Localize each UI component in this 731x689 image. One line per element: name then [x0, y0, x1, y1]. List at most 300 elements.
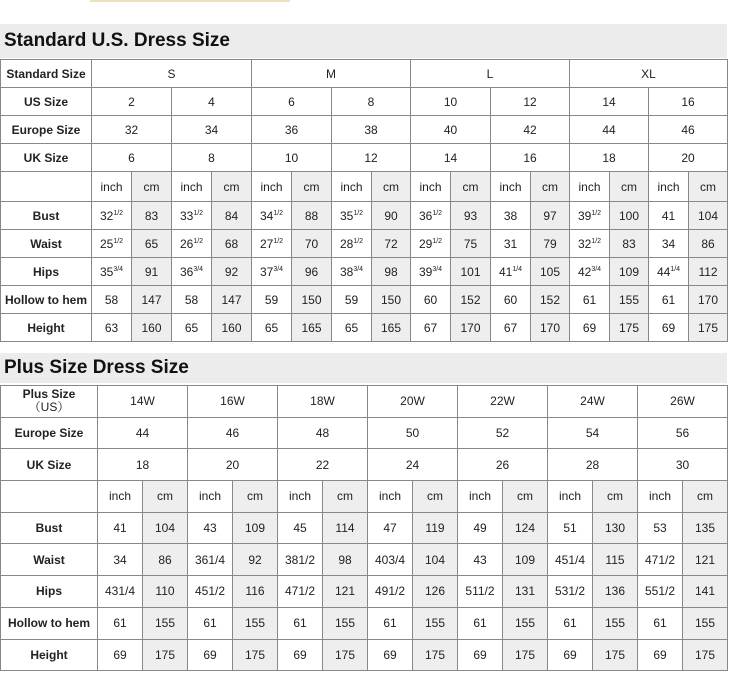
plus-uk-size-cell: 30 [638, 449, 728, 481]
inch-fraction: 1/2 [432, 209, 443, 217]
waist-cm-cell: 86 [689, 230, 728, 258]
waist-cm-cell: 79 [531, 230, 570, 258]
plus-hollow-to-hem-inch-cell: 61 [458, 607, 503, 639]
height-inch-cell [491, 314, 531, 342]
plus-hips-cm-cell: 121 [323, 576, 368, 608]
plus-height-cm-cell: 175 [143, 639, 188, 671]
plus-unit-cm-header: cm [143, 481, 188, 513]
bust-inch-cell [491, 202, 531, 230]
hollow-to-hem-row [1, 286, 728, 314]
europe-size-cell: 34 [172, 116, 252, 144]
bust-inch-cell [252, 202, 292, 230]
unit-inch-header: inch [649, 172, 689, 202]
waist-cm-cell: 70 [292, 230, 332, 258]
height-inch-cell [411, 314, 451, 342]
height-inch-cell [92, 314, 132, 342]
plus-hollow-to-hem-cm-cell: 155 [593, 607, 638, 639]
plus-waist-label: Waist [1, 544, 98, 576]
plus-hollow-to-hem-inch-cell: 61 [278, 607, 323, 639]
plus-hips-label: Hips [1, 576, 98, 608]
inch-fraction: 1/2 [591, 209, 602, 217]
us-size-label: US Size [1, 88, 92, 116]
size-group-m: M [252, 60, 411, 88]
plus-hips-cm-cell: 110 [143, 576, 188, 608]
uk-size-cell: 14 [411, 144, 491, 172]
europe-size-label: Europe Size [1, 116, 92, 144]
plus-hips-inch-cell: 431/4 [98, 576, 143, 608]
plus-unit-header-row [1, 481, 728, 513]
bust-inch-cell [172, 202, 212, 230]
plus-unit-cm-header: cm [233, 481, 278, 513]
plus-unit-header-blank [1, 481, 98, 513]
inch-value: 31 [503, 236, 518, 251]
inch-value: 34 [661, 236, 676, 251]
inch-fraction: 3/4 [273, 265, 284, 273]
plus-hollow-to-hem-cm-cell: 155 [413, 607, 458, 639]
waist-inch-cell [491, 230, 531, 258]
plus-unit-inch-header: inch [278, 481, 323, 513]
plus-height-inch-cell: 69 [368, 639, 413, 671]
hips-cm-cell: 105 [531, 258, 570, 286]
plus-hollow-to-hem-inch-cell: 61 [638, 607, 683, 639]
unit-inch-header: inch [491, 172, 531, 202]
height-inch-cell [172, 314, 212, 342]
plus-waist-cm-cell: 98 [323, 544, 368, 576]
height-cm-cell: 165 [292, 314, 332, 342]
plus-uk-size-cell: 26 [458, 449, 548, 481]
waist-cm-cell: 68 [212, 230, 252, 258]
height-cm-cell: 165 [372, 314, 411, 342]
inch-value: 34 [259, 208, 274, 223]
inch-value: 38 [339, 264, 354, 279]
hollow-to-hem-inch-cell [332, 286, 372, 314]
plus-waist-inch-cell: 34 [98, 544, 143, 576]
us-size-cell: 12 [491, 88, 570, 116]
waist-inch-cell [570, 230, 610, 258]
plus-hips-cm-cell: 116 [233, 576, 278, 608]
height-inch-cell [252, 314, 292, 342]
hollow-to-hem-cm-cell: 152 [451, 286, 491, 314]
hips-inch-cell [172, 258, 212, 286]
inch-value: 61 [582, 292, 597, 307]
bust-cm-cell: 93 [451, 202, 491, 230]
plus-size-label [1, 386, 98, 418]
unit-inch-header: inch [411, 172, 451, 202]
unit-header-row [1, 172, 728, 202]
bust-inch-cell [332, 202, 372, 230]
inch-fraction: 3/4 [353, 265, 364, 273]
plus-europe-size-cell: 44 [98, 417, 188, 449]
unit-cm-header: cm [372, 172, 411, 202]
hips-label: Hips [1, 258, 92, 286]
plus-size-cell: 26W [638, 386, 728, 418]
plus-bust-cm-cell: 124 [503, 512, 548, 544]
plus-size-cell: 20W [368, 386, 458, 418]
hollow-to-hem-cm-cell: 152 [531, 286, 570, 314]
inch-value: 41 [661, 208, 676, 223]
height-cm-cell: 170 [531, 314, 570, 342]
inch-fraction: 1/2 [113, 209, 124, 217]
inch-value: 32 [577, 236, 592, 251]
plus-unit-inch-header: inch [368, 481, 413, 513]
plus-uk-size-cell: 18 [98, 449, 188, 481]
plus-europe-size-cell: 54 [548, 417, 638, 449]
waist-row [1, 230, 728, 258]
bust-cm-cell: 83 [132, 202, 172, 230]
plus-height-cm-cell: 175 [593, 639, 638, 671]
bust-cm-cell: 100 [610, 202, 649, 230]
uk-size-cell: 8 [172, 144, 252, 172]
plus-bust-label: Bust [1, 512, 98, 544]
unit-inch-header: inch [92, 172, 132, 202]
us-size-cell: 4 [172, 88, 252, 116]
plus-bust-inch-cell: 51 [548, 512, 593, 544]
plus-size-label-line2: （US） [28, 400, 70, 415]
plus-bust-inch-cell: 41 [98, 512, 143, 544]
hollow-to-hem-inch-cell [252, 286, 292, 314]
plus-unit-inch-header: inch [638, 481, 683, 513]
plus-height-inch-cell: 69 [98, 639, 143, 671]
inch-value: 35 [339, 208, 354, 223]
inch-value: 61 [661, 292, 676, 307]
standard-size-table [0, 59, 728, 342]
europe-size-cell: 44 [570, 116, 649, 144]
plus-uk-size-cell: 24 [368, 449, 458, 481]
plus-uk-size-cell: 28 [548, 449, 638, 481]
plus-bust-cm-cell: 114 [323, 512, 368, 544]
plus-europe-size-cell: 48 [278, 417, 368, 449]
inch-value: 37 [259, 264, 274, 279]
hips-inch-cell [649, 258, 689, 286]
hollow-to-hem-cm-cell: 170 [689, 286, 728, 314]
plus-bust-cm-cell: 104 [143, 512, 188, 544]
plus-hips-row [1, 576, 728, 608]
inch-fraction: 3/4 [432, 265, 443, 273]
height-row [1, 314, 728, 342]
plus-waist-cm-cell: 92 [233, 544, 278, 576]
plus-waist-inch-cell: 361/4 [188, 544, 233, 576]
inch-value: 42 [577, 264, 592, 279]
plus-hollow-to-hem-inch-cell: 61 [98, 607, 143, 639]
inch-value: 41 [498, 264, 513, 279]
inch-value: 60 [423, 292, 438, 307]
plus-unit-cm-header: cm [413, 481, 458, 513]
inch-fraction: 3/4 [113, 265, 124, 273]
inch-fraction: 1/2 [273, 237, 284, 245]
plus-bust-inch-cell: 47 [368, 512, 413, 544]
us-size-cell: 2 [92, 88, 172, 116]
hips-cm-cell: 109 [610, 258, 649, 286]
plus-height-cm-cell: 175 [683, 639, 728, 671]
bust-row [1, 202, 728, 230]
waist-inch-cell [92, 230, 132, 258]
unit-header-blank [1, 172, 92, 202]
plus-waist-cm-cell: 104 [413, 544, 458, 576]
europe-size-cell: 38 [332, 116, 411, 144]
us-size-cell: 14 [570, 88, 649, 116]
bust-inch-cell [92, 202, 132, 230]
waist-inch-cell [411, 230, 451, 258]
plus-europe-size-cell: 52 [458, 417, 548, 449]
plus-height-label: Height [1, 639, 98, 671]
europe-size-cell: 40 [411, 116, 491, 144]
height-inch-cell [570, 314, 610, 342]
inch-value: 36 [418, 208, 433, 223]
us-size-cell: 8 [332, 88, 411, 116]
inch-value: 44 [656, 264, 671, 279]
plus-height-inch-cell: 69 [638, 639, 683, 671]
waist-cm-cell: 83 [610, 230, 649, 258]
uk-size-cell: 16 [491, 144, 570, 172]
inch-value: 25 [99, 236, 114, 251]
inch-value: 29 [418, 236, 433, 251]
plus-uk-size-cell: 22 [278, 449, 368, 481]
inch-fraction: 1/2 [193, 237, 204, 245]
bust-cm-cell: 88 [292, 202, 332, 230]
height-label: Height [1, 314, 92, 342]
plus-height-inch-cell: 69 [188, 639, 233, 671]
hollow-to-hem-cm-cell: 147 [212, 286, 252, 314]
plus-size-label-line1: Plus Size [22, 387, 76, 402]
plus-bust-cm-cell: 135 [683, 512, 728, 544]
hollow-to-hem-cm-cell: 150 [372, 286, 411, 314]
plus-unit-inch-header: inch [188, 481, 233, 513]
inch-value: 69 [582, 320, 597, 335]
bust-cm-cell: 84 [212, 202, 252, 230]
inch-fraction: 3/4 [591, 265, 602, 273]
plus-hips-inch-cell: 491/2 [368, 576, 413, 608]
waist-inch-cell [332, 230, 372, 258]
inch-value: 63 [104, 320, 119, 335]
europe-size-cell: 32 [92, 116, 172, 144]
inch-value: 69 [661, 320, 676, 335]
hollow-to-hem-inch-cell [649, 286, 689, 314]
plus-waist-cm-cell: 86 [143, 544, 188, 576]
plus-height-cm-cell: 175 [413, 639, 458, 671]
inch-value: 60 [503, 292, 518, 307]
plus-hips-cm-cell: 131 [503, 576, 548, 608]
plus-unit-cm-header: cm [683, 481, 728, 513]
bust-label: Bust [1, 202, 92, 230]
plus-hollow-to-hem-cm-cell: 155 [323, 607, 368, 639]
plus-bust-row [1, 512, 728, 544]
inch-fraction: 1/2 [591, 237, 602, 245]
uk-size-row [1, 144, 728, 172]
hips-inch-cell [411, 258, 451, 286]
inch-value: 65 [344, 320, 359, 335]
inch-fraction: 1/4 [512, 265, 523, 273]
bust-inch-cell [411, 202, 451, 230]
plus-size-cell: 18W [278, 386, 368, 418]
plus-bust-cm-cell: 119 [413, 512, 458, 544]
height-cm-cell: 175 [610, 314, 649, 342]
uk-size-cell: 6 [92, 144, 172, 172]
plus-height-inch-cell: 69 [278, 639, 323, 671]
unit-inch-header: inch [252, 172, 292, 202]
plus-bust-inch-cell: 49 [458, 512, 503, 544]
plus-unit-cm-header: cm [593, 481, 638, 513]
us-size-cell: 10 [411, 88, 491, 116]
hollow-to-hem-cm-cell: 155 [610, 286, 649, 314]
plus-waist-row [1, 544, 728, 576]
plus-hollow-to-hem-cm-cell: 155 [233, 607, 278, 639]
hips-inch-cell [92, 258, 132, 286]
inch-value: 27 [259, 236, 274, 251]
standard-size-title: Standard U.S. Dress Size [0, 24, 727, 58]
bust-cm-cell: 90 [372, 202, 411, 230]
bust-inch-cell [649, 202, 689, 230]
plus-height-cm-cell: 175 [233, 639, 278, 671]
plus-hollow-to-hem-inch-cell: 61 [188, 607, 233, 639]
unit-cm-header: cm [132, 172, 172, 202]
height-inch-cell [649, 314, 689, 342]
inch-fraction: 1/2 [353, 209, 364, 217]
inch-value: 35 [99, 264, 114, 279]
unit-inch-header: inch [172, 172, 212, 202]
plus-europe-size-cell: 46 [188, 417, 278, 449]
inch-fraction: 1/2 [193, 209, 204, 217]
plus-size-table [0, 385, 728, 671]
us-size-cell: 16 [649, 88, 728, 116]
plus-bust-cm-cell: 130 [593, 512, 638, 544]
uk-size-cell: 12 [332, 144, 411, 172]
hips-cm-cell: 112 [689, 258, 728, 286]
inch-value: 32 [99, 208, 114, 223]
plus-bust-inch-cell: 53 [638, 512, 683, 544]
height-cm-cell: 170 [451, 314, 491, 342]
inch-value: 67 [423, 320, 438, 335]
inch-fraction: 1/2 [113, 237, 124, 245]
bust-cm-cell: 104 [689, 202, 728, 230]
plus-hollow-to-hem-cm-cell: 155 [683, 607, 728, 639]
hips-cm-cell: 101 [451, 258, 491, 286]
inch-value: 59 [264, 292, 279, 307]
waist-inch-cell [649, 230, 689, 258]
plus-hips-cm-cell: 136 [593, 576, 638, 608]
plus-hollow-to-hem-inch-cell: 61 [548, 607, 593, 639]
plus-hips-inch-cell: 511/2 [458, 576, 503, 608]
hips-inch-cell [332, 258, 372, 286]
inch-value: 33 [179, 208, 194, 223]
plus-uk-size-row [1, 449, 728, 481]
unit-cm-header: cm [610, 172, 649, 202]
uk-size-label: UK Size [1, 144, 92, 172]
plus-waist-inch-cell: 451/4 [548, 544, 593, 576]
height-cm-cell: 175 [689, 314, 728, 342]
plus-size-cell: 24W [548, 386, 638, 418]
hollow-to-hem-inch-cell [411, 286, 451, 314]
inch-value: 39 [577, 208, 592, 223]
waist-cm-cell: 75 [451, 230, 491, 258]
unit-cm-header: cm [451, 172, 491, 202]
plus-bust-cm-cell: 109 [233, 512, 278, 544]
plus-waist-cm-cell: 121 [683, 544, 728, 576]
plus-unit-inch-header: inch [548, 481, 593, 513]
europe-size-cell: 42 [491, 116, 570, 144]
inch-value: 38 [503, 208, 518, 223]
plus-hollow-to-hem-cm-cell: 155 [143, 607, 188, 639]
waist-cm-cell: 72 [372, 230, 411, 258]
waist-label: Waist [1, 230, 92, 258]
inch-fraction: 1/2 [432, 237, 443, 245]
plus-height-cm-cell: 175 [503, 639, 548, 671]
plus-height-inch-cell: 69 [458, 639, 503, 671]
hollow-to-hem-inch-cell [491, 286, 531, 314]
height-cm-cell: 160 [132, 314, 172, 342]
inch-fraction: 1/2 [353, 237, 364, 245]
plus-uk-size-cell: 20 [188, 449, 278, 481]
uk-size-cell: 18 [570, 144, 649, 172]
unit-cm-header: cm [531, 172, 570, 202]
plus-hollow-to-hem-label: Hollow to hem [1, 607, 98, 639]
waist-cm-cell: 65 [132, 230, 172, 258]
plus-waist-cm-cell: 109 [503, 544, 548, 576]
plus-unit-cm-header: cm [323, 481, 368, 513]
unit-cm-header: cm [292, 172, 332, 202]
unit-cm-header: cm [212, 172, 252, 202]
plus-europe-size-cell: 50 [368, 417, 458, 449]
inch-fraction: 1/2 [273, 209, 284, 217]
hips-cm-cell: 91 [132, 258, 172, 286]
us-size-row [1, 88, 728, 116]
inch-value: 65 [184, 320, 199, 335]
inch-value: 28 [339, 236, 354, 251]
hips-cm-cell: 96 [292, 258, 332, 286]
uk-size-cell: 10 [252, 144, 332, 172]
europe-size-cell: 36 [252, 116, 332, 144]
unit-cm-header: cm [689, 172, 728, 202]
unit-inch-header: inch [332, 172, 372, 202]
plus-europe-size-row [1, 417, 728, 449]
us-size-cell: 6 [252, 88, 332, 116]
size-group-s: S [92, 60, 252, 88]
hips-cm-cell: 98 [372, 258, 411, 286]
bust-inch-cell [570, 202, 610, 230]
plus-hips-inch-cell: 551/2 [638, 576, 683, 608]
plus-hips-inch-cell: 531/2 [548, 576, 593, 608]
standard-size-label: Standard Size [1, 60, 92, 88]
plus-size-title: Plus Size Dress Size [0, 353, 727, 383]
plus-waist-inch-cell: 43 [458, 544, 503, 576]
plus-bust-inch-cell: 45 [278, 512, 323, 544]
hollow-to-hem-inch-cell [570, 286, 610, 314]
plus-uk-size-label: UK Size [1, 449, 98, 481]
inch-value: 36 [179, 264, 194, 279]
hollow-to-hem-inch-cell [172, 286, 212, 314]
inch-value: 39 [418, 264, 433, 279]
hollow-to-hem-cm-cell: 147 [132, 286, 172, 314]
plus-size-row [1, 386, 728, 418]
hollow-to-hem-label: Hollow to hem [1, 286, 92, 314]
europe-size-row [1, 116, 728, 144]
plus-height-cm-cell: 175 [323, 639, 368, 671]
bust-cm-cell: 97 [531, 202, 570, 230]
plus-bust-inch-cell: 43 [188, 512, 233, 544]
plus-waist-inch-cell: 403/4 [368, 544, 413, 576]
plus-unit-inch-header: inch [458, 481, 503, 513]
plus-height-inch-cell: 69 [548, 639, 593, 671]
plus-hips-cm-cell: 141 [683, 576, 728, 608]
plus-size-cell: 14W [98, 386, 188, 418]
plus-hips-cm-cell: 126 [413, 576, 458, 608]
plus-europe-size-cell: 56 [638, 417, 728, 449]
plus-hips-inch-cell: 471/2 [278, 576, 323, 608]
hips-inch-cell [491, 258, 531, 286]
plus-hollow-to-hem-cm-cell: 155 [503, 607, 548, 639]
unit-inch-header: inch [570, 172, 610, 202]
standard-size-row [1, 60, 728, 88]
plus-hollow-to-hem-row [1, 607, 728, 639]
